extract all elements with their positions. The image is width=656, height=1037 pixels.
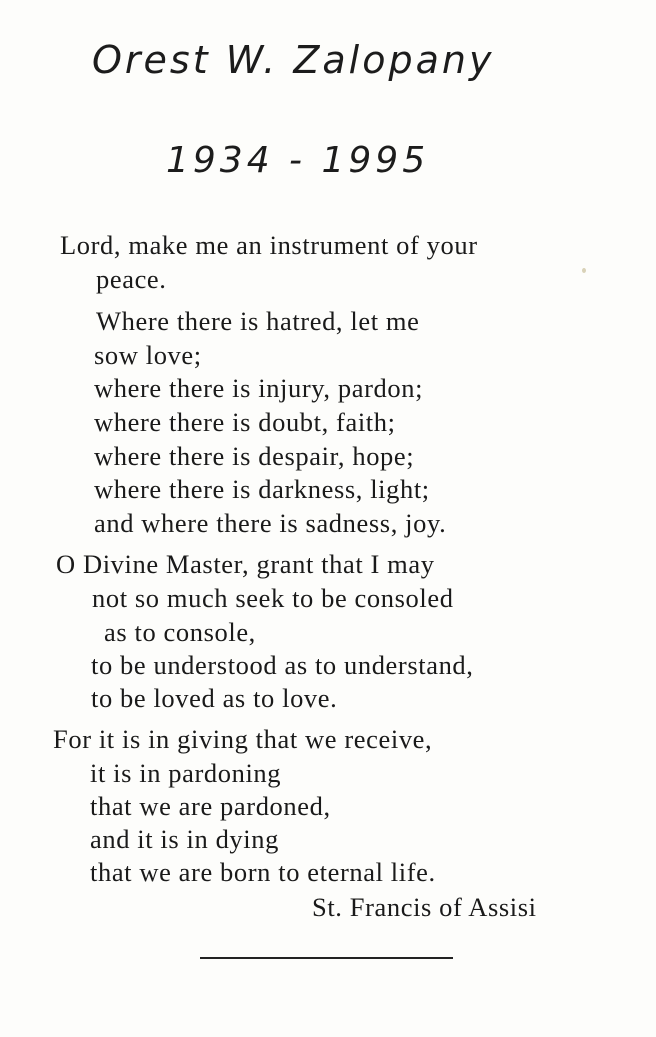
prayer-line: sow love; — [94, 340, 202, 370]
life-years: 1934 - 1995 — [166, 140, 430, 181]
prayer-line: and it is in dying — [90, 824, 279, 854]
prayer-line: Where there is hatred, let me — [96, 306, 420, 336]
paper-speck — [582, 268, 586, 273]
prayer-line: not so much seek to be consoled — [92, 583, 454, 613]
attribution: St. Francis of Assisi — [312, 892, 537, 922]
prayer-line: to be understood as to understand, — [91, 650, 474, 680]
prayer-line: O Divine Master, grant that I may — [56, 549, 435, 579]
prayer-line: it is in pardoning — [90, 758, 282, 788]
prayer-line: to be loved as to love. — [91, 683, 338, 713]
prayer-line: where there is doubt, faith; — [94, 407, 396, 437]
deceased-name: Orest W. Zalopany — [92, 38, 495, 82]
prayer-line: that we are pardoned, — [90, 791, 331, 821]
prayer-line: peace. — [96, 264, 167, 294]
prayer-line: Lord, make me an instrument of your — [60, 230, 478, 260]
prayer-line: where there is despair, hope; — [94, 441, 415, 471]
prayer-line: and where there is sadness, joy. — [94, 508, 447, 538]
prayer-line: For it is in giving that we receive, — [53, 724, 433, 754]
prayer-line: where there is injury, pardon; — [94, 373, 424, 403]
divider-rule — [200, 957, 453, 959]
prayer-line: as to console, — [104, 617, 256, 647]
prayer-line: that we are born to eternal life. — [90, 857, 436, 887]
prayer-line: where there is darkness, light; — [94, 474, 430, 504]
